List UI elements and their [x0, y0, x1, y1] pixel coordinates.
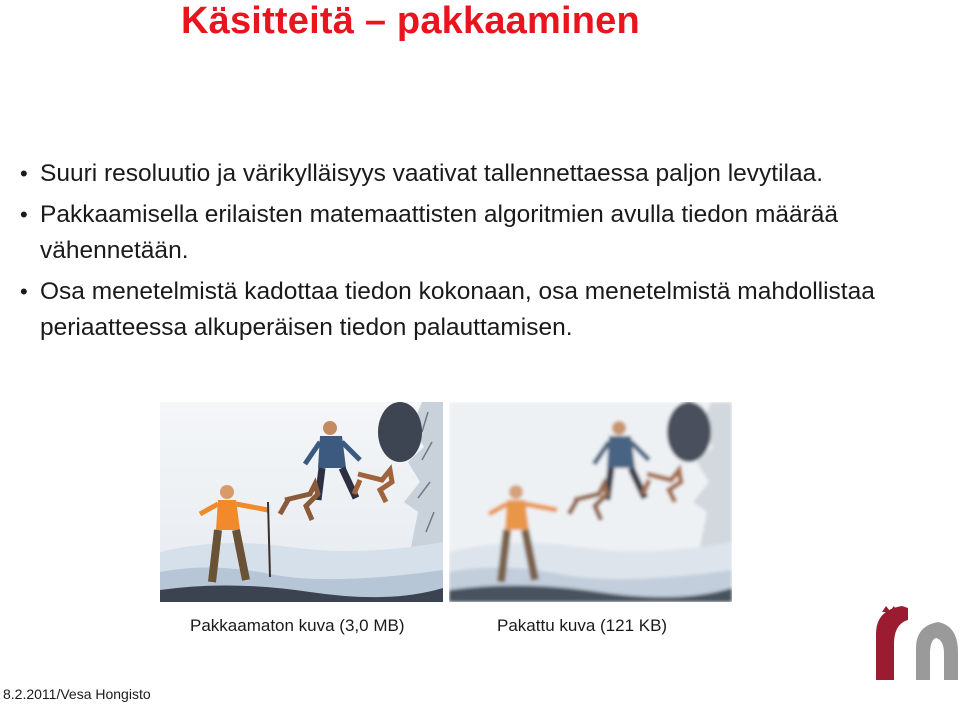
slide-title: Käsitteitä – pakkaaminen — [181, 0, 640, 42]
footer-text: 8.2.2011/Vesa Hongisto — [3, 686, 151, 702]
bullet-text: Suuri resoluutio ja värikylläisyys vaativat tallennettaessa paljon levytilaa. — [40, 160, 824, 187]
bullet-dot: • — [20, 202, 28, 227]
bullet-list — [20, 156, 945, 351]
bullet-item — [20, 156, 945, 192]
bullet-text: Pakkaamisella erilaisten matemaattisten algoritmien avulla tiedon määrää vähennetään. — [40, 201, 839, 264]
bullet-item — [20, 197, 945, 269]
bullet-dot: • — [20, 279, 28, 304]
institution-logo — [872, 604, 960, 680]
compressed-image — [449, 402, 732, 602]
bullet-text: Osa menetelmistä kadottaa tiedon kokonaan, osa menetelmistä mahdollistaa periaatteessa alkuperäisen tiedon palauttamisen. — [40, 278, 875, 341]
uncompressed-caption: Pakkaamaton kuva (3,0 MB) — [190, 616, 405, 635]
uncompressed-image — [160, 402, 443, 602]
bullet-dot: • — [20, 161, 28, 186]
compressed-caption: Pakattu kuva (121 KB) — [497, 616, 668, 635]
bullet-item — [20, 274, 945, 346]
